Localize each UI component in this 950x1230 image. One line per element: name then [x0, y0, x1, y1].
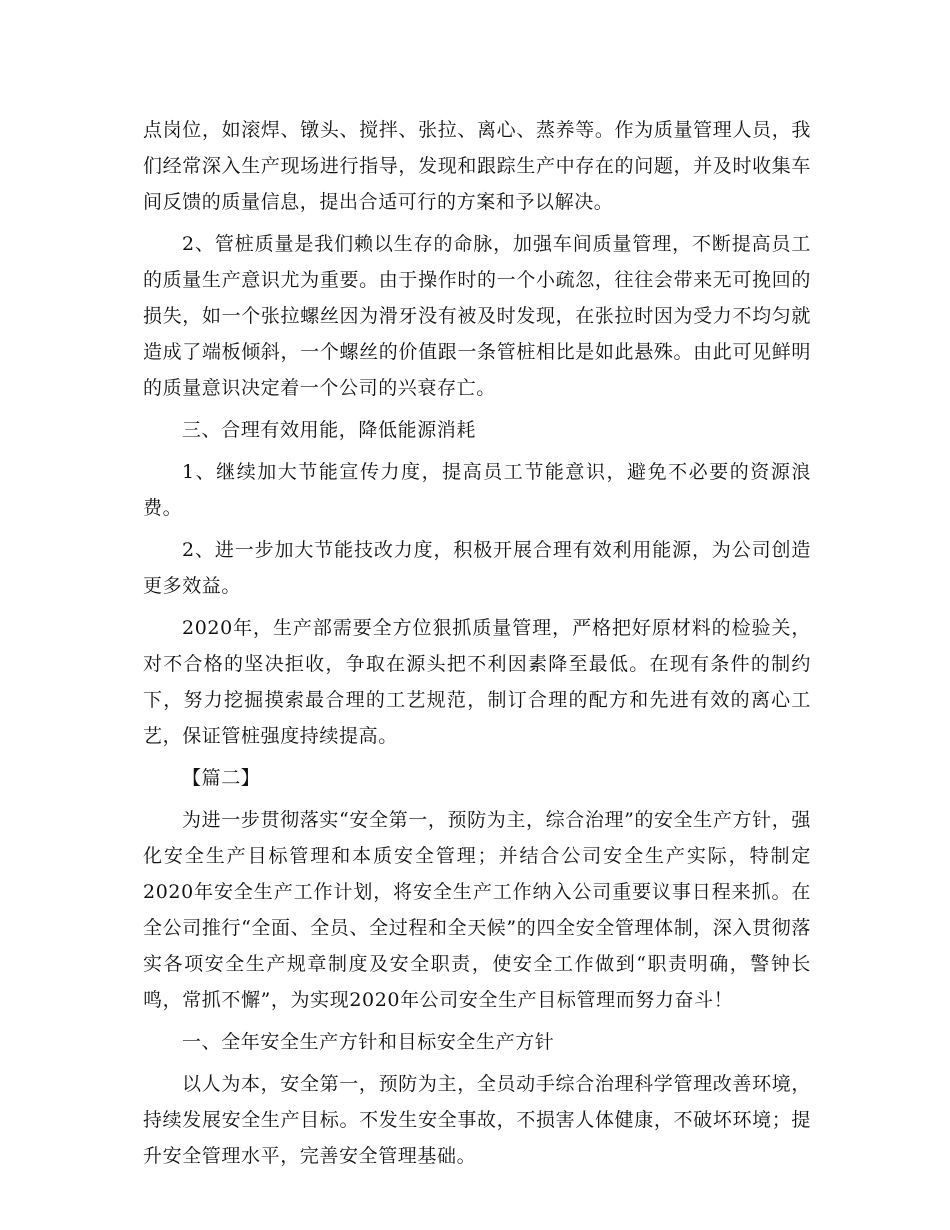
section-heading-safety-policy: 一、全年安全生产方针和目标安全生产方针 [182, 1031, 555, 1053]
paragraph-energy-1: 1、继续加大节能宣传力度，提高员工节能意识，避免不必要的资源浪费。 [143, 461, 811, 519]
section-heading-energy: 三、合理有效用能，降低能源消耗 [182, 419, 477, 441]
paragraph-quality-lifeline: 2、管桩质量是我们赖以生存的命脉，加强车间质量管理，不断提高员工的质量生产意识尤为重要。由于操作时的一个小疏忽，往往会带来无可挽回的损失，如一个张拉螺丝因为滑牙没有被及时发现，在张拉时因为受力不均匀就造成了端板倾斜，一个螺丝的价值跟一条管桩相比是如此悬殊。由此可见鲜明的质量意识决定着一个公司的兴衰存亡。 [143, 233, 811, 399]
paragraph-safety-intro: 为进一步贯彻落实“安全第一，预防为主，综合治理”的安全生产方针，强化安全生产目标管理和本质安全管理；并结合公司安全生产实际，特制定2020年安全生产工作计划，将安全生产工作纳入公司重要议事日程来抓。在全公司推行“全面、全员、全过程和全天候”的四全安全管理体制，深入贯彻落实各项安全生产规章制度及安全职责，使安全工作做到“职责明确，警钟长鸣，常抓不懈”，为实现2020年公司安全生产目标管理而努力奋斗！ [143, 809, 811, 1011]
paragraph-energy-2: 2、进一步加大节能技改力度，积极开展合理有效利用能源，为公司创造更多效益。 [143, 539, 811, 597]
paragraph-2020-plan: 2020年，生产部需要全方位狠抓质量管理，严格把好原材料的检验关，对不合格的坚决拒收，争取在源头把不利因素降至最低。在现有条件的制约下，努力挖掘摸索最合理的工艺规范，制订合理的配方和先进有效的离心工艺，保证管桩强度持续提高。 [143, 617, 811, 747]
part-two-heading: 【篇二】 [182, 767, 261, 789]
paragraph-safety-policy: 以人为本，安全第一，预防为主，全员动手综合治理科学管理改善环境，持续发展安全生产目标。不发生安全事故，不损害人体健康，不破坏环境；提升安全管理水平，完善安全管理基础。 [143, 1073, 811, 1167]
document-body [143, 112, 811, 1174]
paragraph-continued: 点岗位，如滚焊、镦头、搅拌、张拉、离心、蒸养等。作为质量管理人员，我们经常深入生产现场进行指导，发现和跟踪生产中存在的问题，并及时收集车间反馈的质量信息，提出合适可行的方案和予以解决。 [143, 119, 811, 213]
